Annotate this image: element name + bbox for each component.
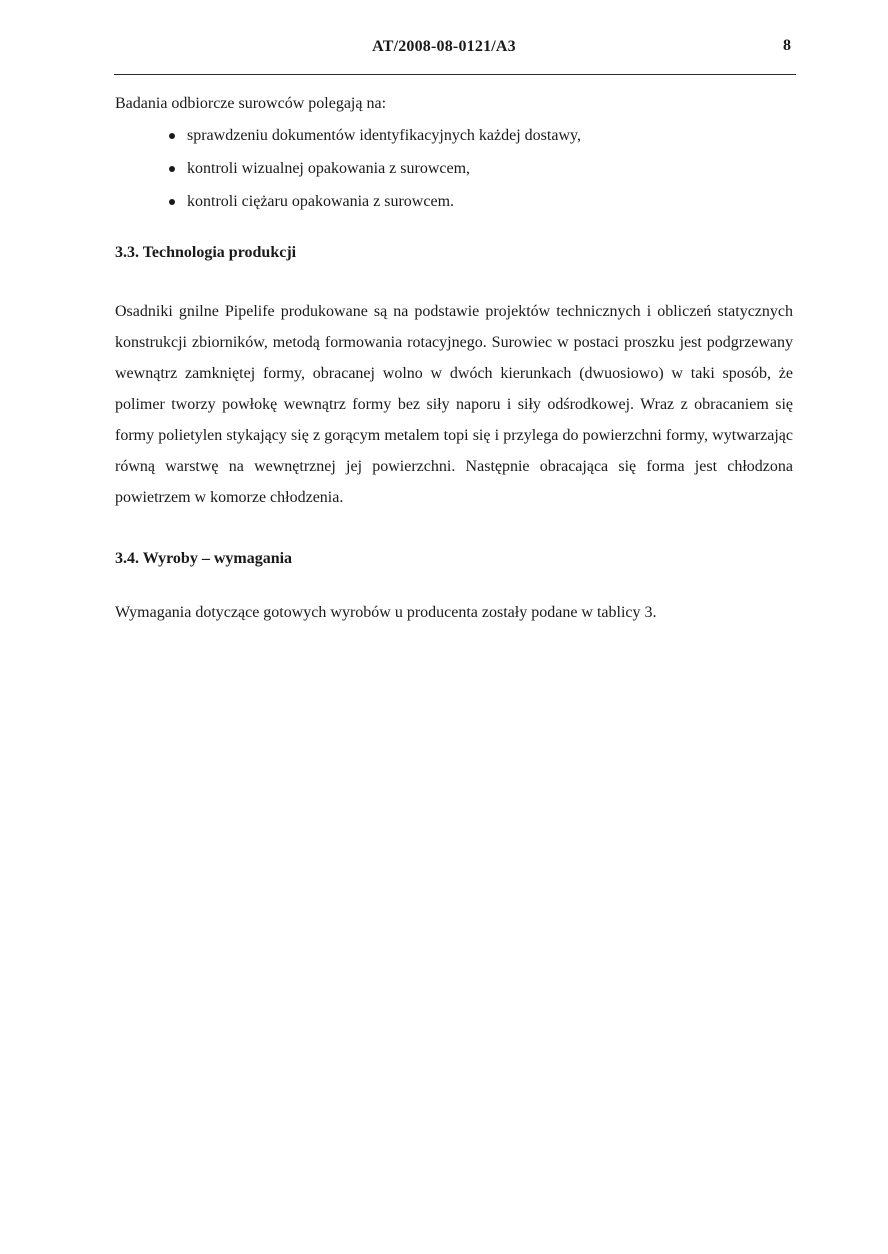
header-rule (114, 74, 796, 75)
bullet-icon (169, 199, 175, 205)
bullet-list (115, 126, 793, 225)
document-code: AT/2008-08-0121/A3 (372, 38, 516, 55)
section-paragraph-products: Wymagania dotyczące gotowych wyrobów u producenta zostały podane w tablicy 3. (115, 604, 657, 621)
list-item (115, 126, 793, 159)
document-body (115, 94, 793, 623)
bullet-icon (169, 133, 175, 139)
section-heading-products: 3.4. Wyroby – wymagania (115, 550, 293, 567)
bullet-icon (169, 166, 175, 172)
section-heading-technology: 3.3. Technologia produkcji (115, 244, 297, 261)
list-item-text: sprawdzeniu dokumentów identyfikacyjnych każdej dostawy, (187, 127, 581, 144)
list-item-text: kontroli ciężaru opakowania z surowcem. (187, 193, 455, 210)
list-item (115, 192, 793, 225)
section-paragraph-technology: Osadniki gnilne Pipelife produkowane są na podstawie projektów technicznych i obliczeń statycznych konstrukcji zbiorników, metodą formowania rotacyjnego. Surowiec w postaci proszku jest podgrzewany wewnątrz zamkniętej formy, obracanej wolno w dwóch kierunkach (dwuosiowo) w taki sposób, że polimer tworzy powłokę wewnątrz formy bez siły naporu i siły odśrodkowej. Wraz z obracaniem się formy polietylen stykający się z gorącym metalem topi się i przylega do powierzchni formy, wytwarzając równą warstwę na wewnętrznej jej powierzchni. Następnie obracająca się forma jest chłodzona powietrzem w komorze chłodzenia. (115, 303, 793, 506)
list-item-text: kontroli wizualnej opakowania z surowcem, (187, 160, 471, 177)
page-number: 8 (783, 37, 791, 54)
list-item (115, 159, 793, 192)
intro-text: Badania odbiorcze surowców polegają na: (115, 95, 387, 112)
